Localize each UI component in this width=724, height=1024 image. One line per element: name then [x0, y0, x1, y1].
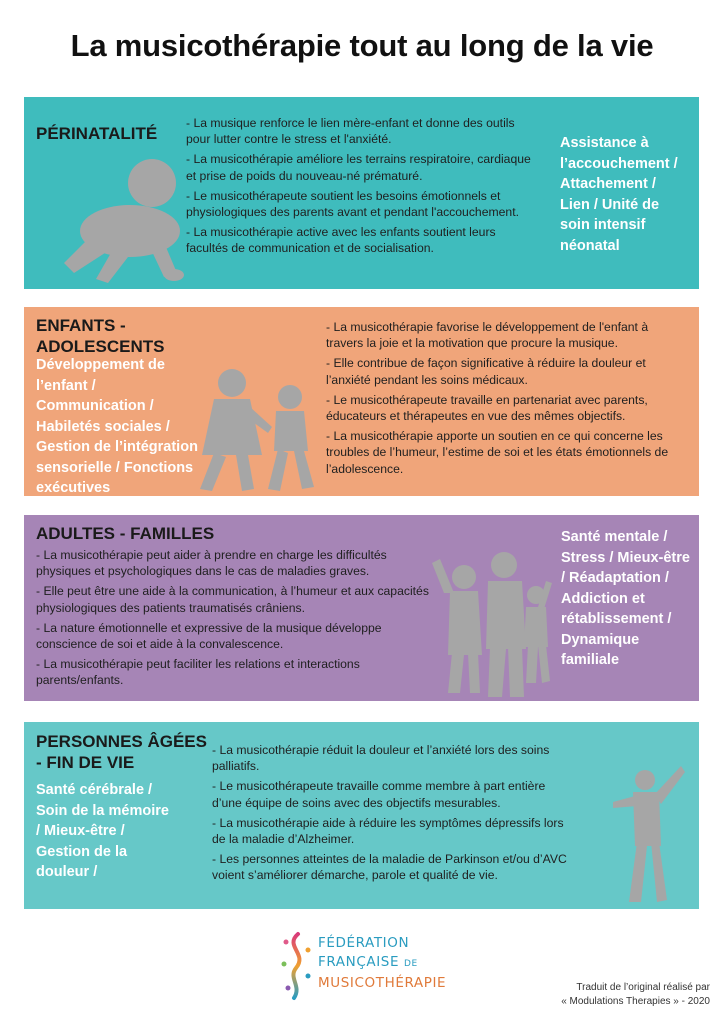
bullet-item: - La musicothérapie améliore les terrains respiratoire, cardiaque et prise de poids du nouveau-né prématuré. — [186, 152, 531, 183]
page-title: La musicothérapie tout au long de la vie — [70, 28, 654, 63]
section-tags: Santé mentale / Stress / Mieux-être / Réadaptation / Addiction et rétablissement / Dynamique familiale — [561, 529, 690, 668]
bullet-item: - La musique renforce le lien mère-enfant et donne des outils pour lutter contre le stress et l'anxiété. — [186, 116, 515, 147]
bullet-list — [326, 319, 686, 481]
bullet-item: - La musicothérapie apporte un soutien en ce qui concerne les troubles de l’humeur, l’estime de soi et les états émotionnels de l’adolescence. — [326, 429, 669, 476]
bullet-list — [212, 742, 577, 888]
bullet-item: - Le musicothérapeute travaille comme membre à part entière d’une équipe de soins avec des objectifs mesurables. — [212, 779, 546, 810]
logo-line: MUSICOTHÉRAPIE — [318, 975, 447, 991]
bullet-list — [186, 115, 536, 261]
section-heading: ADULTES - FAMILLES — [36, 524, 215, 543]
section-personnes-agees — [24, 722, 699, 909]
bullet-item: - Le musicothérapeute travaille en partenariat avec parents, éducateurs et thérapeutes en vue des mêmes objectifs. — [326, 392, 648, 424]
elderly-dancer-silhouette-icon — [609, 742, 689, 907]
family-silhouette-icon — [424, 543, 554, 699]
children-walking-silhouette-icon — [192, 367, 322, 492]
logo-line: FRANÇAISE DE — [318, 954, 418, 970]
bullet-item: - La nature émotionnelle et expressive de la musique développe conscience de soi et aide à la convalescence. — [36, 620, 382, 652]
section-perinatalite — [24, 97, 699, 289]
section-adultes-familles — [24, 515, 699, 701]
federation-logo-text — [318, 934, 446, 993]
bullet-item: - La musicothérapie aide à réduire les symptômes dépressifs lors de la maladie d’Alzheimer. — [212, 815, 564, 847]
section-heading: PÉRINATALITÉ — [36, 124, 158, 143]
bullet-item: - Elle peut être une aide à la communication, à l’humeur et aux capacités physiologiques des patients traumatisés crâniens. — [36, 584, 429, 615]
bullet-item: - Les personnes atteintes de la maladie de Parkinson et/ou d’AVC voient s’améliorer démarche, parole et qualité de vie. — [212, 852, 567, 883]
bullet-item: - Le musicothérapeute soutient les besoins émotionnels et physiologiques des parents avant et pendant l'accouchement. — [186, 188, 519, 220]
logo-line: FÉDÉRATION — [318, 935, 410, 951]
section-heading: ENFANTS - ADOLESCENTS — [36, 316, 165, 356]
section-tags: Assistance à l’accouchement / Attachement / Lien / Unité de soin intensif néonatal — [560, 135, 678, 254]
section-tags: Développement de l’enfant / Communication / Habiletés sociales / Gestion de l’intégration sensorielle / Fonctions exécutives — [36, 357, 198, 496]
bullet-item: - Elle contribue de façon significative à réduire la douleur et l’anxiété pendant les soins médicaux. — [326, 356, 646, 387]
bullet-item: - La musicothérapie peut faciliter les relations et interactions parents/enfants. — [36, 657, 360, 688]
bullet-item: - La musicothérapie active avec les enfants soutient leurs facultés de communication et de socialisation. — [186, 225, 496, 256]
section-heading: PERSONNES ÂGÉES - FIN DE VIE — [36, 732, 207, 772]
bullet-item: - La musicothérapie réduit la douleur et l’anxiété lors des soins palliatifs. — [212, 743, 550, 774]
bullet-list — [36, 547, 431, 693]
bullet-item: - La musicothérapie favorise le développement de l'enfant à travers la joie et la motivation que procure la musique. — [326, 320, 649, 351]
bullet-item: - La musicothérapie peut aider à prendre en charge les difficultés physiques et psychologiques dans le cas de maladies graves. — [36, 548, 387, 579]
section-tags: Santé cérébrale / Soin de la mémoire / Mieux-être / Gestion de la douleur / — [36, 782, 169, 880]
translation-credit: Traduit de l’original réalisé par « Modulations Therapies » - 2020 — [561, 982, 710, 1007]
section-enfants-adolescents — [24, 307, 699, 496]
